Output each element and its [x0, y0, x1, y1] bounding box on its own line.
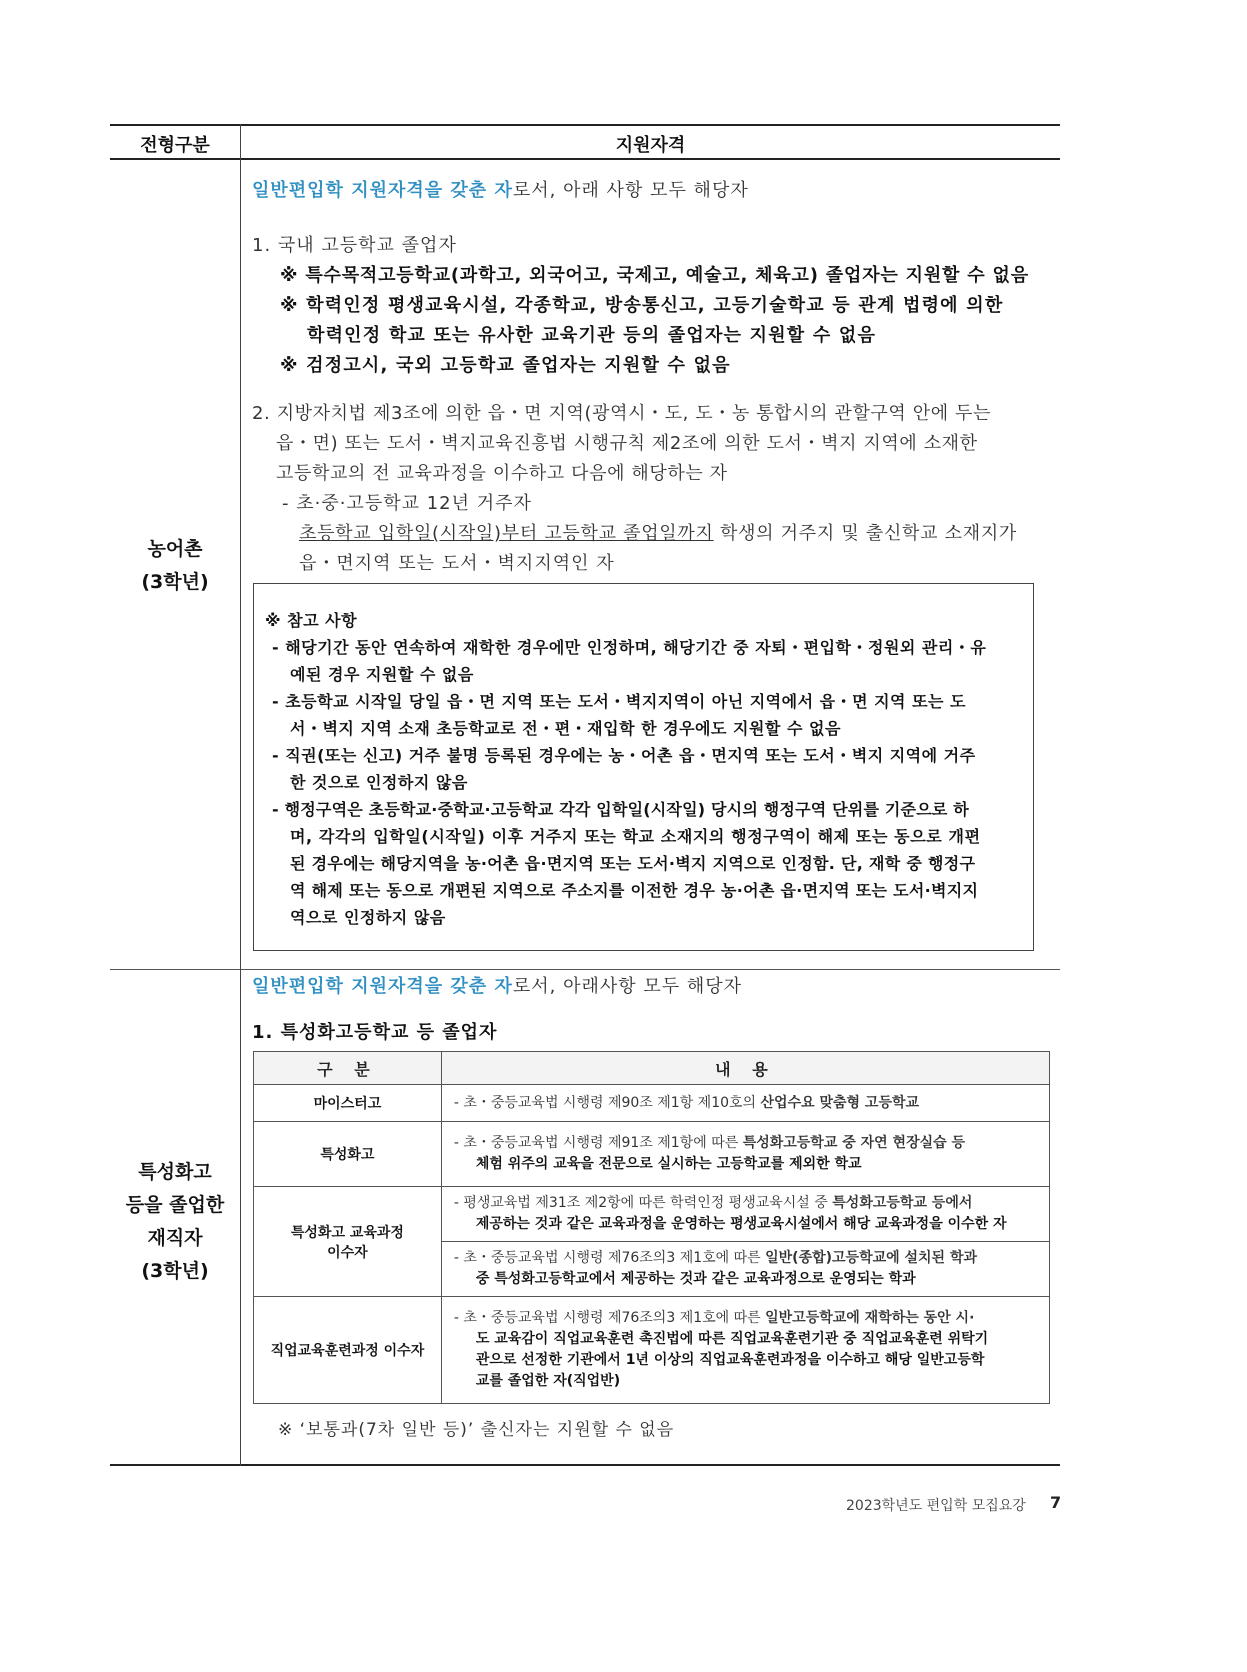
section1-item1-note: ※ 특수목적고등학교(과학고, 외국어고, 국제고, 예술고, 체육고) 졸업자는 지원할 수 없음 — [280, 265, 1029, 286]
section1-intro: 일반편입학 지원자격을 갖춘 자로서, 아래 사항 모두 해당자 — [252, 180, 749, 201]
note-line: 된 경우에는 해당지역을 농·어촌 읍·면지역 또는 도서·벽지 지역으로 인정함. 단, 재학 중 행정구 — [290, 854, 976, 873]
header-category: 전형구분 — [140, 135, 210, 156]
section-divider-rule — [110, 969, 1060, 970]
table-cell-merged: 특성화고 교육과정 이수자 — [254, 1187, 442, 1297]
table-row: 마이스터고 - 초・중등교육법 시행령 제90조 제1항 제10호의 산업수요 맞춤형 고등학교 — [254, 1085, 1050, 1122]
table-row: 특성화고 - 초・중등교육법 시행령 제91조 제1항에 따른 특성화고등학교 중 자연 현장실습 등 체험 위주의 교육을 전문으로 실시하는 고등학교를 제외한 학교 — [254, 1122, 1050, 1187]
table-row: - 초・중등교육법 시행령 제76조의3 제1호에 따른 일반(종합)고등학교에 설치된 학과 중 특성화고등학교에서 제공하는 것과 같은 교육과정으로 운영되는 학과 — [254, 1242, 1050, 1297]
column-divider — [240, 124, 241, 1466]
section1-item2-sub: - 초·중·고등학교 12년 거주자 — [282, 493, 532, 514]
section1-item1-note: 학력인정 학교 또는 유사한 교육기관 등의 졸업자는 지원할 수 없음 — [307, 325, 877, 346]
header-bottom-rule — [110, 158, 1060, 160]
note-line: - 직권(또는 신고) 거주 불명 등록된 경우에는 농・어촌 읍・면지역 또는 도서・벽지 지역에 거주 — [272, 746, 976, 765]
note-line: 역 해제 또는 동으로 개편된 지역으로 주소지를 이전한 경우 농·어촌 읍·면지역 또는 도서·벽지지 — [290, 881, 979, 900]
table-row: 직업교육훈련과정 이수자 - 초・중등교육법 시행령 제76조의3 제1호에 따른 일반고등학교에 재학하는 동안 시· 도 교육감이 직업교육훈련 촉진법에 따른 직업교육훈련기관 중 직업교육훈련 위탁기 관으로 선정한 기관에서 1년 이상의 직업교육훈련과정을 이수하고 해당 일반고등학 교를 졸업한 자(직업반) — [254, 1297, 1050, 1404]
note-title: ※ 참고 사항 — [265, 611, 358, 630]
section1-item2-sub-detail: 초등학교 입학일(시작일)부터 고등학교 졸업일까지 학생의 거주지 및 출신학교 소재지가 — [299, 523, 1017, 544]
section2-category: 특성화고 등을 졸업한 재직자 (3학년) — [125, 1161, 225, 1282]
table-row: 특성화고 교육과정 이수자 - 평생교육법 제31조 제2항에 따른 학력인정 평생교육시설 중 특성화고등학교 등에서 제공하는 것과 같은 교육과정을 운영하는 평생교육시설에서 해당 교육과정을 이수한 자 — [254, 1187, 1050, 1242]
header-qualification: 지원자격 — [615, 135, 686, 156]
section1-item1-note: ※ 검정고시, 국외 고등학교 졸업자는 지원할 수 없음 — [280, 355, 731, 376]
section1-item1: 1. 국내 고등학교 졸업자 — [252, 235, 457, 256]
note-line: 서・벽지 지역 소재 초등학교로 전・편・재입학 한 경우에도 지원할 수 없음 — [290, 719, 841, 738]
table-top-rule — [110, 124, 1060, 126]
table-header-content: 내 용 — [441, 1052, 1049, 1085]
note-line: 예된 경우 지원할 수 없음 — [290, 665, 474, 684]
table-bottom-rule — [110, 1464, 1060, 1466]
note-line: - 해당기간 동안 연속하여 재학한 경우에만 인정하며, 해당기간 중 자퇴・편입학・정원외 관리・유 — [272, 638, 987, 657]
section1-item1-note: ※ 학력인정 평생교육시설, 각종학교, 방송통신고, 고등기술학교 등 관계 법령에 의한 — [280, 295, 1004, 316]
note-line: 역으로 인정하지 않음 — [290, 908, 446, 927]
section1-category: 농어촌 (3학년) — [141, 538, 209, 593]
specialized-school-table — [253, 1051, 1050, 1404]
page-number: 7 — [1050, 1493, 1062, 1512]
section1-item2-sub-last: 읍・면지역 또는 도서・벽지지역인 자 — [299, 553, 615, 574]
footer-text: 2023학년도 편입학 모집요강 — [846, 1498, 1026, 1514]
note-line: 한 것으로 인정하지 않음 — [290, 773, 468, 792]
section1-item2-line: 2. 지방자치법 제3조에 의한 읍・면 지역(광역시・도, 도・농 통합시의 관할구역 안에 두는 — [252, 403, 991, 424]
note-line: - 행정구역은 초등학교·중학교·고등학교 각각 입학일(시작일) 당시의 행정구역 단위를 기준으로 하 — [272, 800, 969, 819]
note-line: - 초등학교 시작일 당일 읍・면 지역 또는 도서・벽지지역이 아닌 지역에서 읍・면 지역 또는 도 — [272, 692, 967, 711]
note-line: 며, 각각의 입학일(시작일) 이후 거주지 또는 학교 소재지의 행정구역이 해제 또는 동으로 개편 — [290, 827, 981, 846]
section1-item2-line: 읍・면) 또는 도서・벽지교육진흥법 시행규칙 제2조에 의한 도서・벽지 지역에 소재한 — [276, 433, 978, 454]
section2-intro: 일반편입학 지원자격을 갖춘 자로서, 아래사항 모두 해당자 — [252, 976, 742, 997]
table-header-category: 구 분 — [254, 1052, 442, 1085]
table-header-row — [254, 1052, 1050, 1085]
section2-item1: 1. 특성화고등학교 등 졸업자 — [252, 1022, 498, 1043]
section2-footnote: ※ ‘보통과(7차 일반 등)’ 출신자는 지원할 수 없음 — [278, 1420, 675, 1440]
section1-item2-line: 고등학교의 전 교육과정을 이수하고 다음에 해당하는 자 — [276, 463, 728, 484]
